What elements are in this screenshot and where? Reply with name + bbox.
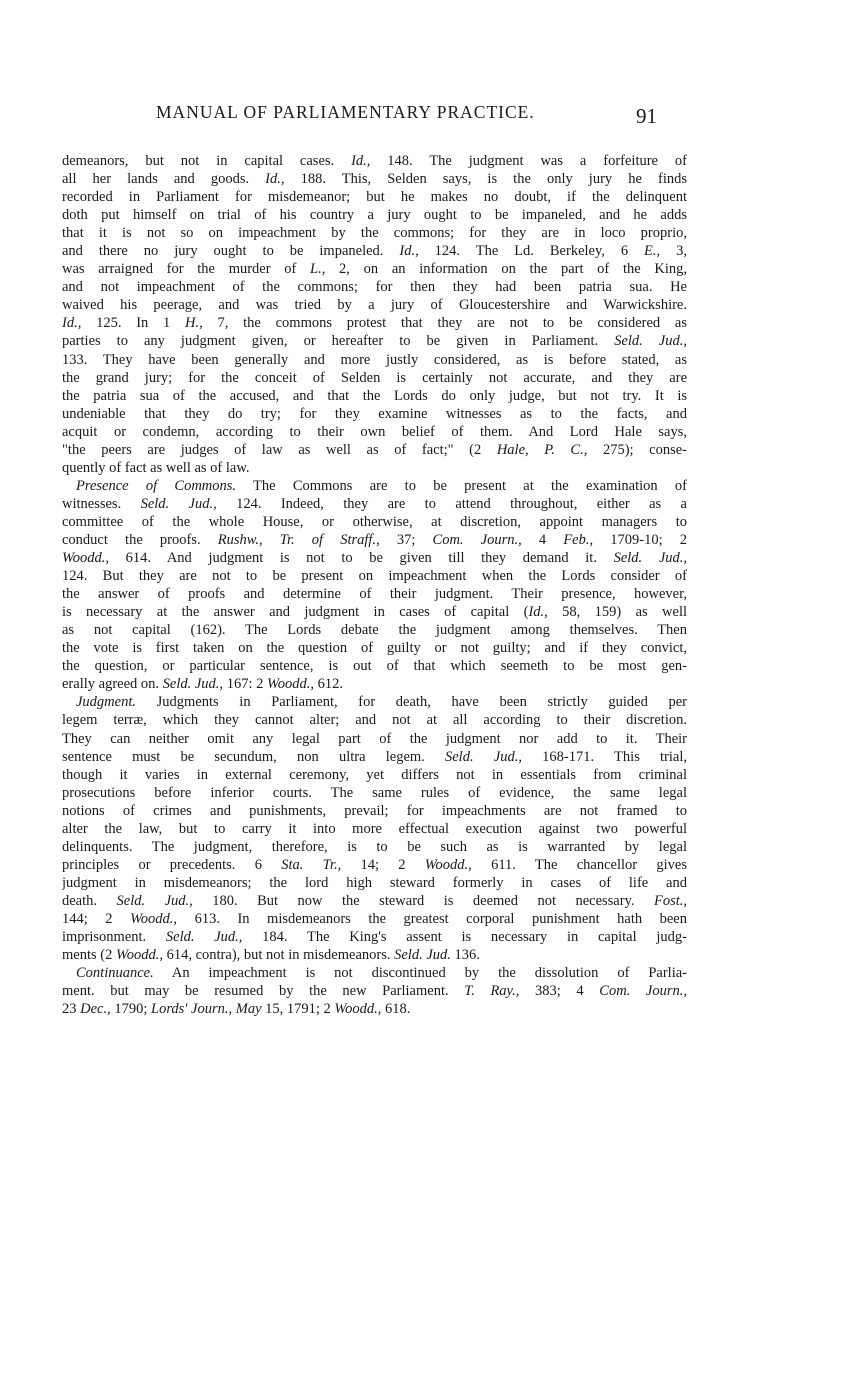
text-line	[62, 405, 687, 423]
text-run: "the peers are judges of law as well as of fact;" (2	[62, 441, 497, 458]
text-line	[62, 585, 687, 603]
text-run: legem terræ, which they cannot alter; and not at all according to their discretion.	[62, 712, 687, 729]
text-line	[62, 693, 687, 711]
citation: Rushw., Tr. of Straff.,	[217, 531, 380, 548]
text-run: as not capital (162). The Lords debate the judgment among themselves. Then	[62, 622, 687, 639]
text-run: demeanors, but not in capital cases.	[62, 153, 352, 169]
citation: Id.,	[528, 604, 548, 621]
text-run: principles or precedents. 6	[62, 856, 282, 873]
text-run: 15, 1791; 2	[261, 1001, 335, 1018]
citation: Woodd.,	[266, 676, 314, 693]
text-run: They can neither omit any legal part of the judgment nor add to it. Their	[62, 730, 687, 747]
text-line	[62, 549, 687, 567]
text-run: 275); conse-	[587, 441, 687, 458]
text-run: the question, or particular sentence, is out of that which seemeth to be most gen-	[62, 658, 687, 675]
text-run: 23	[62, 1001, 81, 1018]
citation: Id.,	[351, 153, 371, 169]
text-line	[62, 856, 687, 874]
citation: Seld. Jud.,	[140, 495, 217, 512]
citation: Id.,	[62, 315, 82, 332]
text-line	[62, 802, 687, 820]
text-run: imprisonment.	[62, 929, 166, 946]
citation: Lords' Journ., May	[151, 1001, 262, 1018]
text-run: 613. In misdemeanors the greatest corporal punishment hath been	[177, 910, 687, 927]
citation: Sta. Tr.,	[281, 856, 342, 873]
citation: H.,	[185, 315, 203, 332]
text-line	[62, 296, 687, 314]
text-run: prosecutions before inferior courts. The same rules of evidence, the same legal	[62, 784, 687, 801]
citation: Seld. Jud.,	[613, 550, 687, 567]
text-run: acquit or condemn, according to their own belief of them. And Lord Hale says,	[62, 423, 687, 440]
text-run: notions of crimes and punishments, prevail; for impeachments are not framed to	[62, 802, 687, 819]
text-run: 614. And judgment is not to be given till they demand it.	[109, 550, 614, 567]
text-run: undeniable that they do try; for they examine witnesses as to the facts, and	[62, 405, 687, 422]
text-line	[62, 206, 687, 224]
text-run: erally agreed on.	[62, 676, 163, 693]
text-run: 180. But now the steward is deemed not necessary.	[192, 892, 654, 909]
text-line	[62, 964, 687, 982]
text-line	[62, 946, 687, 964]
text-run: waived his peerage, and was tried by a jury of Gloucestershire and Warwickshire.	[62, 297, 687, 314]
citation: L.,	[310, 261, 326, 278]
citation: Woodd.,	[424, 856, 472, 873]
text-line	[62, 874, 687, 892]
text-run: and there no jury ought to be impaneled.	[62, 243, 400, 260]
citation: T. Ray.,	[464, 983, 520, 1000]
citation: Seld. Jud.,	[116, 892, 193, 909]
text-run: Judgments in Parliament, for death, have been strictly guided per	[136, 694, 687, 711]
text-line	[62, 982, 687, 1000]
text-line	[62, 928, 687, 946]
citation: E.,	[644, 243, 661, 260]
citation: Hale, P. C.,	[496, 441, 588, 458]
citation: Seld. Jud.,	[444, 748, 522, 765]
citation: Com. Journ.,	[432, 531, 522, 548]
text-run: though it varies in external ceremony, yet differs not in essentials from criminal	[62, 766, 687, 783]
text-line	[62, 188, 687, 206]
citation: Fost.,	[653, 892, 687, 909]
text-run: 1790;	[110, 1001, 151, 1018]
text-run: 144; 2	[62, 910, 131, 927]
text-run: judgment in misdemeanors; the lord high steward formerly in cases of life and	[62, 874, 687, 891]
text-run: 7, the commons protest that they are not to be considered as	[202, 315, 687, 332]
text-line	[62, 152, 687, 170]
citation: Seld. Jud.	[394, 947, 451, 964]
text-line	[62, 748, 687, 766]
text-line	[62, 332, 687, 350]
text-run: all her lands and goods.	[62, 171, 266, 188]
text-run: 37;	[379, 531, 433, 548]
text-run: 136.	[450, 947, 480, 964]
text-run: doth put himself on trial of his country a jury ought to be impaneled, and he adds	[62, 207, 687, 224]
text-run: the vote is first taken on the question of guilty or not guilty; and if they convict,	[62, 640, 687, 657]
text-run: ment. but may be resumed by the new Parliament.	[62, 983, 465, 1000]
text-run: 2, on an information on the part of the King,	[325, 261, 687, 278]
text-line	[62, 351, 687, 369]
text-run: 133. They have been generally and more justly considered, as is before stated, as	[62, 351, 687, 368]
text-line	[62, 910, 687, 928]
text-run: sentence must be secundum, non ultra legem.	[62, 748, 445, 765]
text-line	[62, 567, 687, 585]
text-run: death.	[62, 892, 117, 909]
text-run: 124. But they are not to be present on impeachment when the Lords consider of	[62, 568, 687, 585]
text-line	[62, 1000, 687, 1018]
text-run: 125. In 1	[81, 315, 186, 332]
text-line	[62, 369, 687, 387]
text-line	[62, 314, 687, 332]
text-run: 14; 2	[341, 856, 425, 873]
body-text	[62, 152, 687, 1018]
text-run: 184. The King's assent is necessary in capital judg-	[242, 929, 687, 946]
text-run: 168-171. This trial,	[521, 748, 687, 765]
text-run: An impeachment is not discontinued by the dissolution of Parlia-	[153, 965, 687, 982]
text-run: 167: 2	[223, 676, 267, 693]
citation: Woodd.,	[62, 550, 109, 567]
text-run: 188. This, Selden says, is the only jury he finds	[284, 171, 687, 188]
text-run: recorded in Parliament for misdemeanor; but he makes no doubt, if the delinquent	[62, 189, 687, 206]
citation: Seld. Jud.,	[614, 333, 687, 350]
page-number: 91	[636, 104, 657, 128]
text-line	[62, 784, 687, 802]
text-line	[62, 170, 687, 188]
citation: Feb.,	[563, 531, 594, 548]
text-line	[62, 657, 687, 675]
text-line	[62, 639, 687, 657]
text-run: alter the law, but to carry it into more effectual execution against two powerful	[62, 820, 687, 837]
text-run: the patria sua of the accused, and that the Lords do only judge, but not try. It is	[62, 387, 687, 404]
citation: Seld. Jud.,	[165, 929, 243, 946]
text-run: 611. The chancellor gives	[471, 856, 687, 873]
text-line	[62, 441, 687, 459]
citation: Dec.,	[80, 1001, 111, 1018]
citation: Presence of Commons.	[76, 477, 237, 494]
text-line	[62, 224, 687, 242]
text-run: committee of the whole House, or otherwise, at discretion, appoint managers to	[62, 513, 687, 530]
text-line	[62, 278, 687, 296]
text-run: quently of fact as well as of law.	[62, 459, 250, 476]
text-line	[62, 531, 687, 549]
text-line	[62, 387, 687, 405]
text-run: delinquents. The judgment, therefore, is to be such as is warranted by legal	[62, 838, 687, 855]
text-run: 148. The judgment was a forfeiture of	[370, 153, 687, 169]
text-line	[62, 892, 687, 910]
text-run: 3,	[660, 243, 687, 260]
text-line	[62, 820, 687, 838]
text-run: conduct the proofs.	[62, 531, 218, 548]
text-line	[62, 513, 687, 531]
text-run: 58, 159) as well	[547, 604, 687, 621]
citation: Woodd.,	[334, 1001, 382, 1018]
text-line	[62, 477, 687, 495]
text-run: The Commons are to be present at the examination of	[236, 477, 687, 494]
citation: Continuance.	[76, 965, 154, 982]
citation: Seld. Jud.,	[162, 676, 224, 693]
text-run: and not impeachment of the commons; for then they had been patria sua. He	[62, 279, 687, 296]
running-title: MANUAL OF PARLIAMENTARY PRACTICE.	[156, 102, 535, 122]
text-line	[62, 711, 687, 729]
text-line	[62, 495, 687, 513]
text-run: 612.	[313, 676, 343, 693]
citation: Woodd.,	[130, 910, 178, 927]
text-run: is necessary at the answer and judgment in cases of capital (	[62, 604, 529, 621]
text-run: 1709-10; 2	[593, 531, 687, 548]
text-line	[62, 621, 687, 639]
text-run: that it is not so on impeachment by the commons; for they are in loco proprio,	[62, 225, 687, 242]
text-run: 124. The Ld. Berkeley, 6	[418, 243, 645, 260]
citation: Id.,	[399, 243, 419, 260]
citation: Com. Journ.,	[599, 983, 687, 1000]
text-run: 4	[521, 531, 564, 548]
text-run: 383; 4	[519, 983, 600, 1000]
citation: Id.,	[265, 171, 285, 188]
citation: Woodd.,	[115, 947, 163, 964]
text-run: 618.	[381, 1001, 411, 1018]
text-line	[62, 242, 687, 260]
text-run: 124. Indeed, they are to attend throughout, either as a	[216, 495, 687, 512]
text-line	[62, 675, 687, 693]
text-line	[62, 423, 687, 441]
text-line	[62, 766, 687, 784]
text-run: parties to any judgment given, or hereafter to be given in Parliament.	[62, 333, 615, 350]
text-line	[62, 459, 687, 477]
text-run: ments (2	[62, 947, 116, 964]
text-run: witnesses.	[62, 495, 141, 512]
text-run: the grand jury; for the conceit of Selden is certainly not accurate, and they are	[62, 369, 687, 386]
text-run: was arraigned for the murder of	[62, 261, 311, 278]
text-run: 614, contra), but not in misdemeanors.	[162, 947, 395, 964]
citation: Judgment.	[76, 694, 136, 711]
text-line	[62, 838, 687, 856]
text-run: the answer of proofs and determine of their judgment. Their presence, however,	[62, 586, 687, 603]
text-line	[62, 603, 687, 621]
text-line	[62, 260, 687, 278]
text-line	[62, 730, 687, 748]
